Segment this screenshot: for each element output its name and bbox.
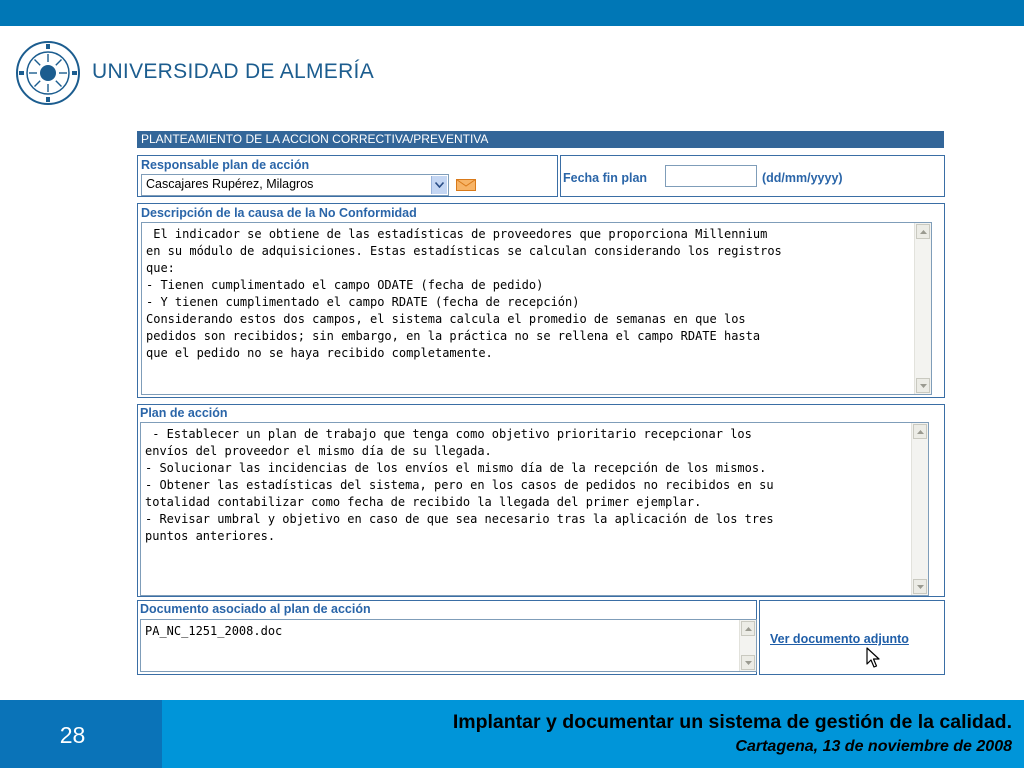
scroll-down-icon[interactable]	[741, 655, 755, 670]
university-seal-icon	[15, 40, 81, 106]
documento-panel	[137, 600, 757, 675]
documento-textarea[interactable]	[140, 619, 757, 672]
footer-title: Implantar y documentar un sistema de gestión de la calidad.	[452, 711, 1012, 733]
documento-label: Documento asociado al plan de acción	[140, 602, 371, 616]
footer-subtitle: Cartagena, 13 de noviembre de 2008	[735, 738, 1012, 755]
fecha-fin-panel	[560, 155, 945, 197]
fecha-fin-input[interactable]	[665, 165, 757, 187]
form-section-title: PLANTEAMIENTO DE LA ACCION CORRECTIVA/PREVENTIVA	[137, 131, 944, 148]
plan-text: - Establecer un plan de trabajo que tenga como objetivo prioritario recepcionar los envíos del proveedor el mismo día de su llegada. - Solucionar las incidencias de los envíos el mismo día de la recepción de los mismos. - Obtener las estadísticas del sistema, pero en los casos de pedidos no recibidos en su totalidad contabilizar como fecha de recibido la llegada del primer ejemplar. - Revisar umbral y objetivo en caso de que sea necesario tras la aplicación de los tres puntos anteriores.	[145, 427, 774, 543]
plan-textarea[interactable]	[140, 422, 929, 596]
scroll-up-icon[interactable]	[741, 621, 755, 636]
documento-link-panel	[759, 600, 945, 675]
date-format-hint: (dd/mm/yyyy)	[762, 171, 843, 185]
descripcion-scrollbar[interactable]	[914, 223, 931, 394]
descripcion-text: El indicador se obtiene de las estadísticas de proveedores que proporciona Millennium en su módulo de adquisiciones. Estas estadísticas se calculan considerando los registros que: - Tienen cumplimentado el campo ODATE (fecha de pedido) - Y tienen cumplimentado el campo RDATE (fecha de recepción) Considerando estos dos campos, el sistema calcula el promedio de semanas en que los pedidos son recibidos; sin embargo, en la práctica no se rellena el campo RDATE hasta que el pedido no se haya recibido completamente.	[146, 227, 782, 360]
responsable-panel	[137, 155, 558, 197]
scroll-up-icon[interactable]	[913, 424, 927, 439]
scroll-down-icon[interactable]	[913, 579, 927, 594]
fecha-fin-label: Fecha fin plan	[563, 171, 648, 185]
email-envelope-icon[interactable]	[456, 179, 476, 191]
descripcion-panel	[137, 203, 945, 398]
ver-documento-link[interactable]: Ver documento adjunto	[770, 632, 909, 646]
page-number: 28	[59, 722, 86, 748]
plan-scrollbar[interactable]	[911, 423, 928, 595]
chevron-down-icon[interactable]	[431, 176, 447, 194]
descripcion-label: Descripción de la causa de la No Conformidad	[141, 206, 417, 220]
documento-scrollbar[interactable]	[739, 620, 756, 671]
plan-label: Plan de acción	[140, 406, 228, 420]
mouse-cursor-icon	[866, 647, 880, 669]
footer-bar	[0, 700, 1024, 768]
university-name: UNIVERSIDAD DE ALMERÍA	[92, 60, 374, 83]
responsable-selected-value: Cascajares Rupérez, Milagros	[146, 177, 314, 191]
responsable-select[interactable]	[141, 174, 449, 196]
corrective-action-form	[136, 130, 946, 678]
plan-panel	[137, 404, 945, 597]
documento-text: PA_NC_1251_2008.doc	[145, 624, 283, 638]
responsable-label: Responsable plan de acción	[141, 158, 310, 172]
top-bar	[0, 0, 1024, 26]
scroll-down-icon[interactable]	[916, 378, 930, 393]
scroll-up-icon[interactable]	[916, 224, 930, 239]
descripcion-textarea[interactable]	[141, 222, 932, 395]
